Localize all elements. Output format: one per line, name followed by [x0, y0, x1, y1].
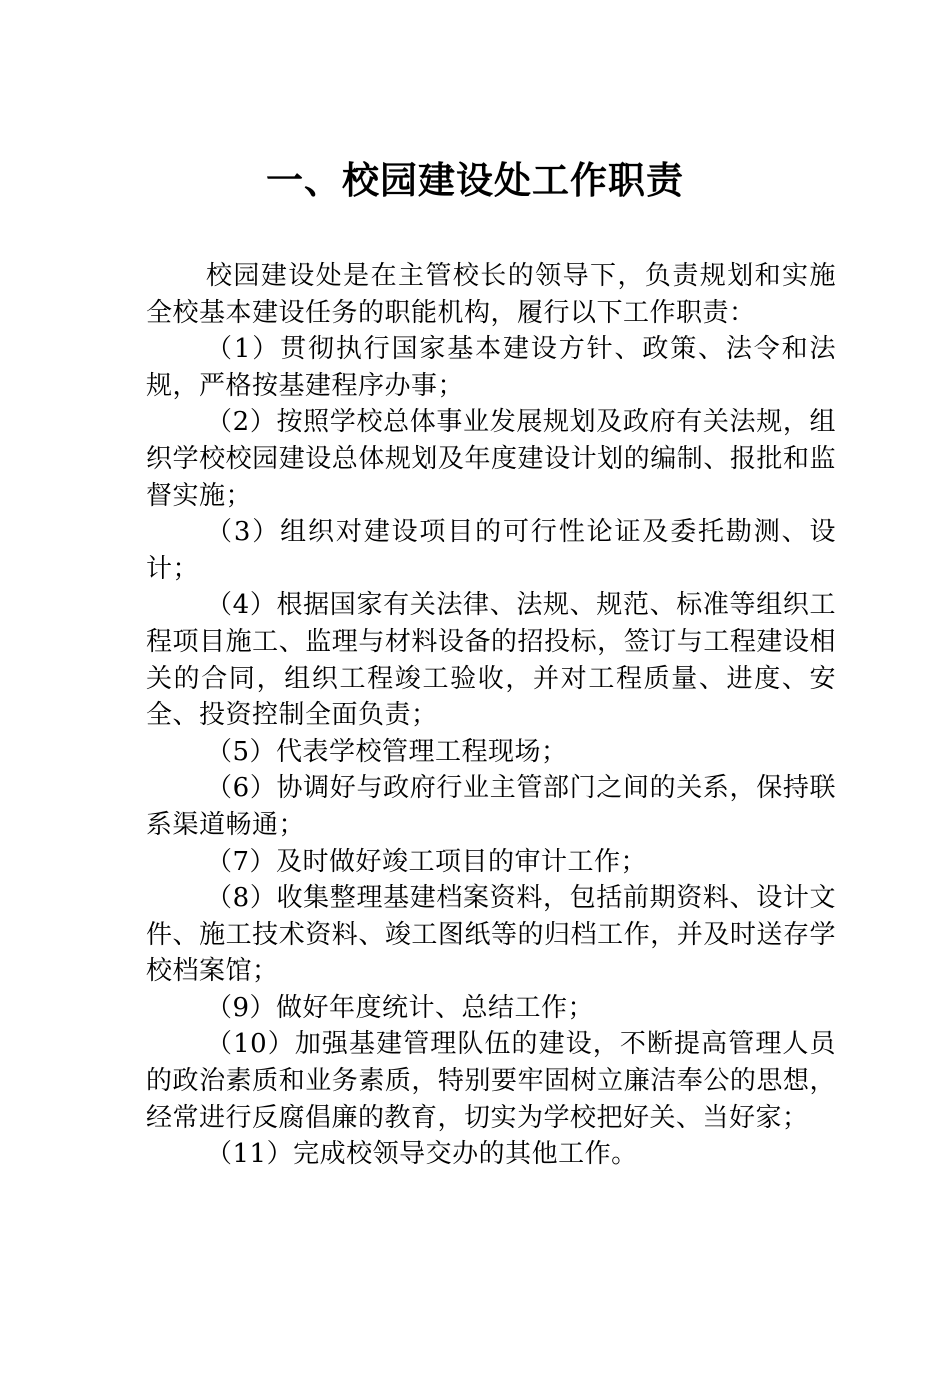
document-body: [146, 258, 836, 1173]
duty-item-1: （1）贯彻执行国家基本建设方针、政策、法令和法规，严格按基建程序办事；: [146, 334, 836, 401]
duty-item-10: （10）加强基建管理队伍的建设，不断提高管理人员的政治素质和业务素质，特别要牢固树立廉洁奉公的思想，经常进行反腐倡廉的教育，切实为学校把好关、当好家；: [146, 1029, 836, 1133]
duty-item-7: （7）及时做好竣工项目的审计工作；: [206, 846, 648, 877]
duty-item-3: （3）组织对建设项目的可行性论证及委托勘测、设计；: [146, 517, 836, 584]
duty-item-11: （11）完成校领导交办的其他工作。: [206, 1139, 638, 1170]
intro-paragraph: 校园建设处是在主管校长的领导下，负责规划和实施全校基本建设任务的职能机构，履行以下工作职责：: [146, 261, 836, 328]
duty-item-5: （5）代表学校管理工程现场；: [206, 736, 568, 767]
duty-item-9: （9）做好年度统计、总结工作；: [206, 992, 595, 1023]
duty-item-8: （8）收集整理基建档案资料，包括前期资料、设计文件、施工技术资料、竣工图纸等的归档工作，并及时送存学校档案馆；: [146, 883, 836, 987]
duty-item-4: （4）根据国家有关法律、法规、规范、标准等组织工程项目施工、监理与材料设备的招投标，签订与工程建设相关的合同，组织工程竣工验收，并对工程质量、进度、安全、投资控制全面负责；: [146, 590, 836, 731]
duty-item-6: （6）协调好与政府行业主管部门之间的关系，保持联系渠道畅通；: [146, 773, 836, 840]
duty-item-2: （2）按照学校总体事业发展规划及政府有关法规，组织学校校园建设总体规划及年度建设计划的编制、报批和监督实施；: [146, 407, 836, 511]
document-title: 一、校园建设处工作职责: [266, 158, 684, 202]
